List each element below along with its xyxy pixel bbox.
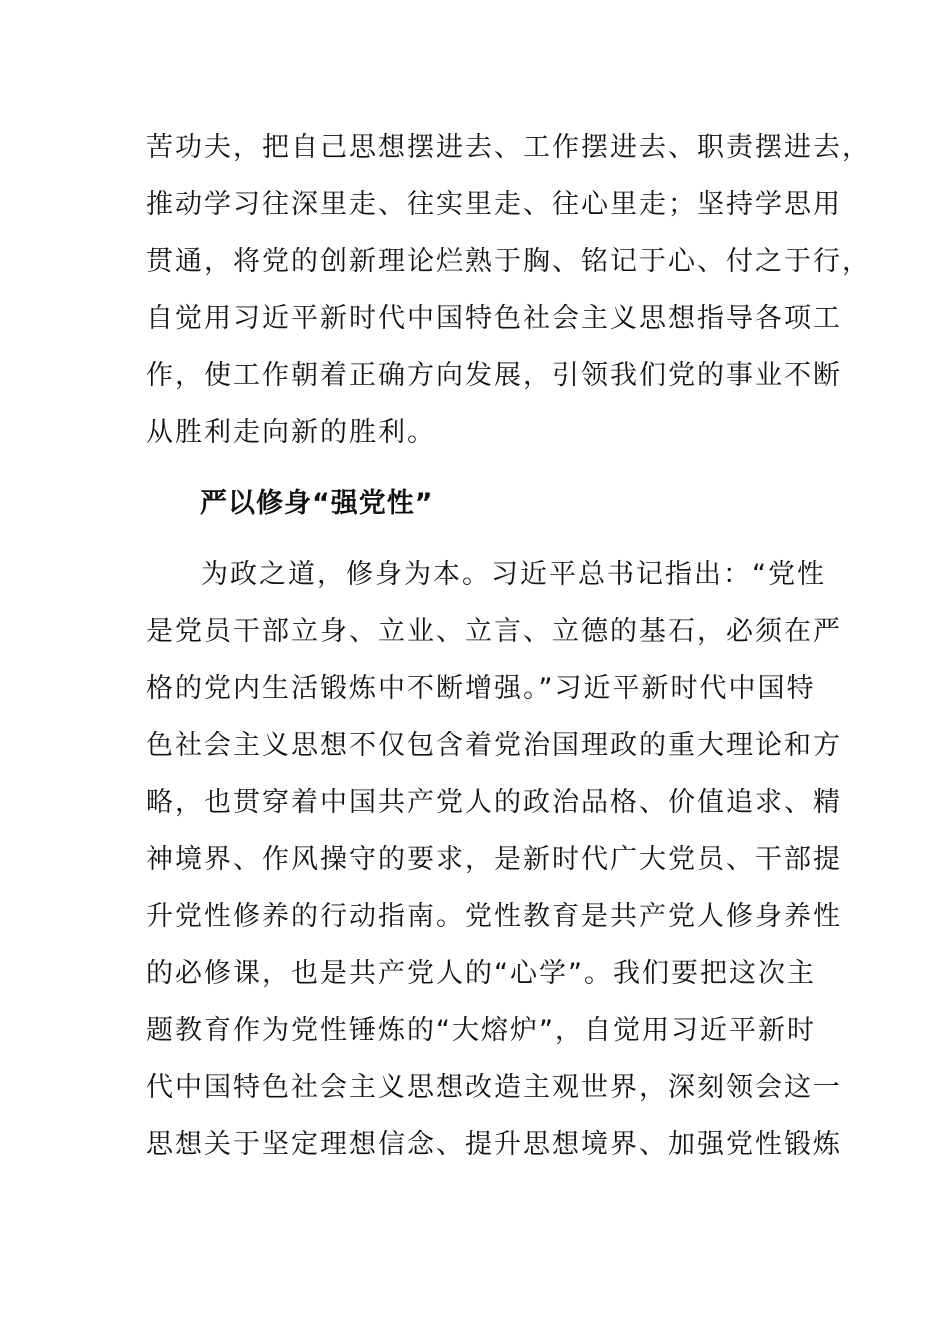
paragraph-line: 色社会主义思想不仅包含着党治国理政的重大理论和方 — [146, 730, 842, 761]
paragraph-line: 的必修课，也是共产党人的“心学”。我们要把这次主 — [146, 958, 816, 989]
paragraph-line: 从胜利走向新的胜利。 — [146, 417, 436, 448]
paragraph-line: 略，也贯穿着中国共产党人的政治品格、价值追求、精 — [146, 787, 842, 818]
paragraph-line: 神境界、作风操守的要求，是新时代广大党员、干部提 — [146, 844, 842, 875]
paragraph-line: 推动学习往深里走、往实里走、往心里走；坚持学思用 — [146, 189, 842, 220]
paragraph-line: 题教育作为党性锤炼的“大熔炉”，自觉用习近平新时 — [146, 1015, 816, 1046]
paragraph-line: 是党员干部立身、立业、立言、立德的基石，必须在严 — [146, 616, 842, 647]
paragraph-line: 为政之道，修身为本。习近平总书记指出：“党性 — [201, 559, 826, 590]
paragraph-line: 升党性修养的行动指南。党性教育是共产党人修身养性 — [146, 901, 842, 932]
paragraph-line: 代中国特色社会主义思想改造主观世界，深刻领会这一 — [146, 1072, 842, 1103]
paragraph-line: 贯通，将党的创新理论烂熟于胸、铭记于心、付之于行， — [146, 246, 871, 277]
paragraph-line: 作，使工作朝着正确方向发展，引领我们党的事业不断 — [146, 360, 842, 391]
paragraph-line: 格的党内生活锻炼中不断增强。”习近平新时代中国特 — [146, 673, 816, 704]
paragraph-line: 苦功夫，把自己思想摆进去、工作摆进去、职责摆进去， — [146, 132, 871, 163]
section-heading: 严以修身“强党性” — [200, 488, 434, 519]
paragraph-line: 自觉用习近平新时代中国特色社会主义思想指导各项工 — [146, 303, 842, 334]
paragraph-line: 思想关于坚定理想信念、提升思想境界、加强党性锻炼 — [146, 1129, 842, 1160]
